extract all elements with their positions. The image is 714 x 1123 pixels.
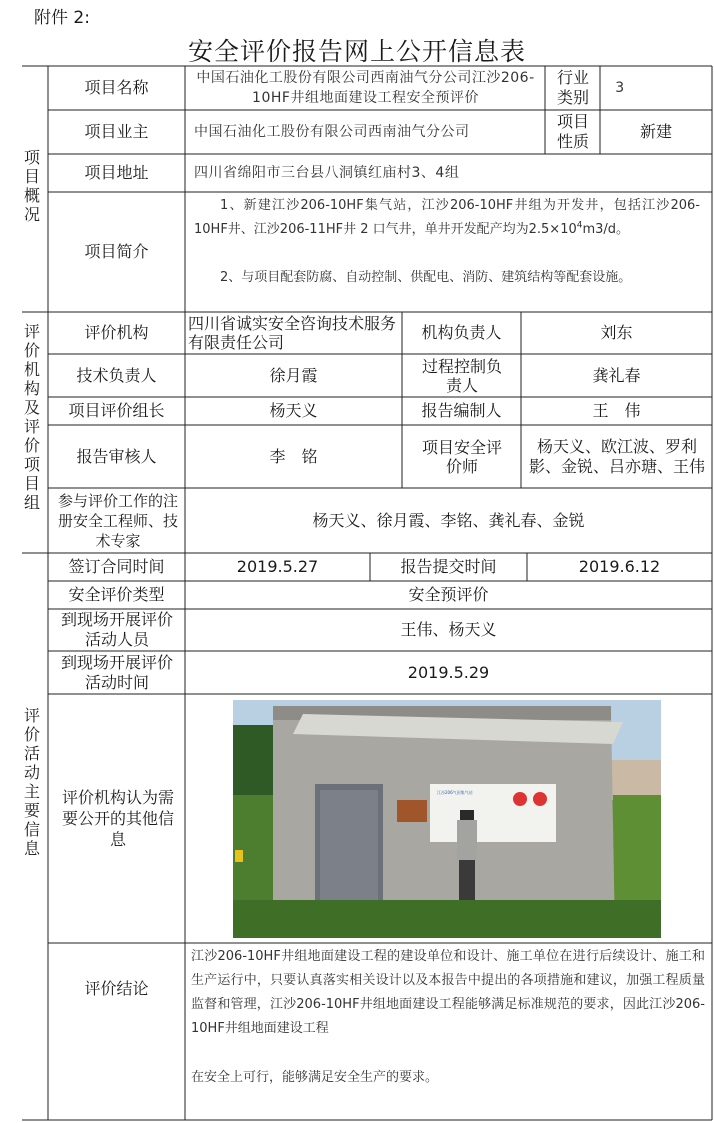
agency-head-value: 刘东 [600, 323, 633, 342]
industry-value: 3 [615, 80, 625, 96]
process-lead-label: 过程控制负责人 [421, 356, 502, 395]
project-intro-p2: 2、与项目配套防腐、自动控制、供配电、消防、建筑结构等配套设施。 [220, 270, 632, 285]
conclusion-text-end: 在安全上可行，能够满足安全生产的要求。 [191, 1070, 439, 1085]
project-name-value: 中国石油化工股份有限公司西南油气分公司江沙206-10HF井组地面建设工程安全预评价 [196, 70, 535, 106]
project-owner-value: 中国石油化工股份有限公司西南油气分公司 [194, 124, 470, 140]
submit-date-value: 2019.6.12 [578, 557, 661, 576]
page-title: 安全评价报告网上公开信息表 [187, 37, 526, 66]
nature-value: 新建 [639, 122, 672, 141]
agency-value: 四川省诚实安全咨询技术服务有限责任公司 [188, 314, 397, 352]
assessor-label: 项目安全评价师 [421, 437, 502, 476]
project-address-label: 项目地址 [84, 163, 149, 182]
project-intro-label: 项目简介 [84, 242, 149, 261]
conclusion-text: 江沙206-10HF井组地面建设工程的建设单位和设计、施工单位在进行后续设计、施工和生产运行中，只要认真落实相关设计以及本报告中提出的各项措施和建议，加强工程质量监督和管理，江沙206-10HF井组地面建设工程能够满足标准规范的要求，因此江沙206-10HF井组地面建设工程 [191, 949, 705, 1036]
team-leader-value: 杨天义 [269, 401, 318, 420]
reviewer-value: 李 铭 [269, 446, 318, 466]
other-info-label: 评价机构认为需要公开的其他信息 [61, 788, 174, 849]
report-writer-label: 报告编制人 [421, 401, 502, 420]
photo-sign-text: 江沙206气田集气站 [437, 790, 473, 795]
attachment-label: 附件 2: [34, 8, 90, 28]
site-staff-label: 到现场开展评价活动人员 [60, 610, 173, 649]
project-name-label: 项目名称 [84, 78, 149, 97]
experts-label: 参与评价工作的注册安全工程师、技术专家 [57, 491, 178, 550]
submit-date-label: 报告提交时间 [400, 557, 497, 576]
team-leader-label: 项目评价组长 [68, 401, 165, 420]
project-intro-p1: 1、新建江沙206-10HF集气站，江沙206-10HF井组为开发井，包括江沙206-10HF井、江沙206-11HF井 2 口气井，单井开发配产均为$2.5\times 10^4m3/d$。 [194, 198, 700, 237]
process-lead-value: 龚礼春 [592, 365, 641, 385]
site-time-value: 2019.5.29 [407, 662, 490, 682]
industry-label: 行业类别 [556, 68, 589, 107]
agency-label: 评价机构 [84, 323, 149, 342]
assessment-type-label: 安全评价类型 [68, 585, 165, 604]
agency-head-label: 机构负责人 [421, 323, 502, 342]
section-activity-label: 评价活动主要信息 [23, 706, 40, 858]
report-writer-value: 王 伟 [592, 401, 641, 420]
experts-value: 杨天义、徐月霞、李铭、龚礼春、金锐 [312, 510, 585, 530]
conclusion-label: 评价结论 [84, 979, 149, 998]
contract-date-label: 签订合同时间 [68, 557, 165, 576]
assessor-value: 杨天义、欧江波、罗利影、金锐、吕亦瑭、王伟 [528, 436, 705, 476]
section-org-label: 评价机构及评价项目组 [23, 322, 40, 512]
section-overview-label: 项目概况 [23, 148, 40, 224]
assessment-type-value: 安全预评价 [408, 585, 489, 604]
project-address-value: 四川省绵阳市三台县八洞镇红庙村3、4组 [194, 165, 460, 181]
project-owner-label: 项目业主 [84, 122, 149, 141]
contract-date-value: 2019.5.27 [236, 557, 319, 576]
site-staff-value: 王伟、杨天义 [400, 620, 497, 639]
site-time-label: 到现场开展评价活动时间 [60, 652, 173, 692]
tech-lead-label: 技术负责人 [76, 365, 157, 385]
nature-label: 项目性质 [556, 112, 589, 151]
tech-lead-value: 徐月霞 [269, 365, 318, 385]
reviewer-label: 报告审核人 [76, 446, 157, 466]
site-photo [233, 700, 661, 938]
